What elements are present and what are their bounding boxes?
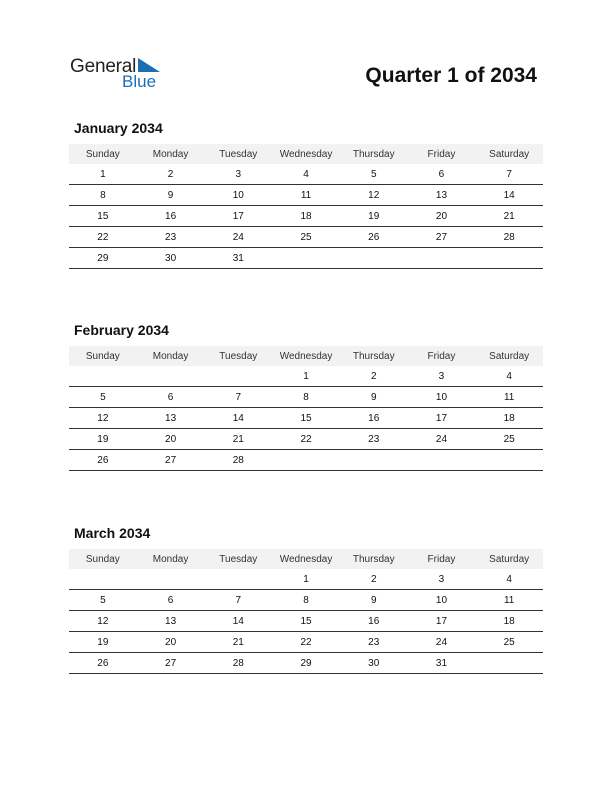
day-cell: 15	[300, 615, 312, 627]
weekday-header: Monday	[152, 553, 189, 565]
day-cell: 4	[506, 573, 512, 585]
day-cell: 5	[370, 168, 377, 180]
day-cell: 12	[97, 615, 109, 627]
day-cell: 12	[97, 412, 109, 424]
weekday-header: Wednesday	[279, 553, 333, 565]
day-cell: 30	[368, 657, 380, 669]
day-cell: 25	[503, 433, 515, 445]
weekday-header: Saturday	[489, 148, 530, 160]
day-cell: 20	[165, 433, 177, 445]
day-cell: 23	[368, 636, 380, 648]
day-cell: 10	[435, 594, 448, 606]
day-cell: 20	[435, 210, 448, 222]
weekday-header: Wednesday	[279, 148, 333, 160]
day-cell: 18	[503, 615, 515, 627]
month-calendar	[69, 525, 543, 674]
day-cell: 22	[300, 636, 312, 648]
week-row	[69, 206, 543, 227]
weekday-header: Saturday	[489, 553, 530, 565]
weekday-header: Wednesday	[279, 350, 333, 362]
weekday-header: Tuesday	[219, 350, 258, 362]
day-cell: 20	[165, 636, 177, 648]
week-row	[69, 366, 543, 387]
day-cell: 7	[235, 594, 242, 606]
day-cell: 19	[97, 636, 109, 648]
day-cell: 3	[235, 168, 242, 180]
day-cell: 13	[165, 615, 177, 627]
weekday-header: Tuesday	[219, 553, 258, 565]
weekday-header-row	[69, 549, 543, 569]
week-row	[69, 227, 543, 248]
day-cell: 27	[165, 657, 177, 669]
day-cell: 7	[506, 168, 512, 180]
weekday-header: Thursday	[352, 148, 395, 160]
day-cell: 24	[435, 433, 448, 445]
day-cell: 2	[167, 168, 174, 180]
day-cell: 6	[438, 168, 445, 180]
day-cell: 10	[435, 391, 448, 403]
day-cell: 23	[165, 231, 177, 243]
day-cell: 29	[300, 657, 312, 669]
day-cell: 8	[303, 391, 309, 403]
week-row	[69, 590, 543, 611]
day-cell: 7	[235, 391, 242, 403]
day-cell: 21	[232, 433, 244, 445]
day-cell: 26	[368, 231, 380, 243]
day-cell: 1	[100, 168, 106, 180]
day-cell: 4	[506, 370, 512, 382]
day-cell: 3	[438, 370, 445, 382]
day-cell: 22	[97, 231, 109, 243]
weekday-header: Friday	[427, 148, 456, 160]
day-cell: 4	[303, 168, 309, 180]
weekday-header: Thursday	[352, 553, 395, 565]
day-cell: 31	[435, 657, 448, 669]
week-row	[69, 611, 543, 632]
day-cell: 24	[435, 636, 448, 648]
day-cell: 31	[232, 252, 244, 264]
day-cell: 5	[100, 391, 106, 403]
weekday-header: Sunday	[85, 350, 120, 362]
day-cell: 16	[368, 615, 380, 627]
day-cell: 3	[438, 573, 445, 585]
day-cell: 6	[167, 391, 174, 403]
day-cell: 16	[368, 412, 380, 424]
logo-text-blue: Blue	[122, 72, 157, 91]
day-cell: 14	[503, 189, 515, 201]
month-title: February 2034	[74, 322, 169, 338]
week-row	[69, 408, 543, 429]
day-cell: 6	[167, 594, 174, 606]
week-row	[69, 248, 543, 269]
day-cell: 23	[368, 433, 380, 445]
week-row	[69, 450, 543, 471]
day-cell: 13	[435, 189, 448, 201]
week-row	[69, 632, 543, 653]
weekday-header-row	[69, 346, 543, 366]
weekday-header-row	[69, 144, 543, 164]
day-cell: 2	[370, 370, 377, 382]
day-cell: 11	[300, 189, 312, 201]
month-title: January 2034	[74, 120, 163, 136]
week-row	[69, 185, 543, 206]
month-calendar	[69, 322, 543, 471]
day-cell: 17	[435, 615, 448, 627]
month-title: March 2034	[74, 525, 151, 541]
weekday-header: Monday	[152, 350, 189, 362]
weekday-header: Saturday	[489, 350, 530, 362]
day-cell: 28	[232, 657, 244, 669]
day-cell: 14	[232, 412, 244, 424]
weekday-header: Sunday	[85, 148, 120, 160]
weekday-header: Thursday	[352, 350, 395, 362]
month-calendar	[69, 120, 543, 269]
week-row	[69, 164, 543, 185]
weekday-header: Tuesday	[219, 148, 258, 160]
day-cell: 9	[370, 391, 377, 403]
day-cell: 17	[232, 210, 244, 222]
day-cell: 8	[100, 189, 106, 201]
day-cell: 17	[435, 412, 448, 424]
day-cell: 27	[435, 231, 448, 243]
day-cell: 11	[503, 391, 515, 403]
week-row	[69, 569, 543, 590]
day-cell: 21	[503, 210, 515, 222]
weekday-header: Friday	[427, 553, 456, 565]
day-cell: 19	[368, 210, 380, 222]
day-cell: 24	[232, 231, 244, 243]
day-cell: 16	[165, 210, 177, 222]
day-cell: 2	[370, 573, 377, 585]
week-row	[69, 429, 543, 450]
day-cell: 22	[300, 433, 312, 445]
day-cell: 25	[300, 231, 312, 243]
day-cell: 1	[303, 573, 309, 585]
generalblue-logo	[70, 55, 180, 95]
day-cell: 27	[165, 454, 177, 466]
day-cell: 25	[503, 636, 515, 648]
day-cell: 26	[97, 454, 109, 466]
day-cell: 19	[97, 433, 109, 445]
day-cell: 18	[503, 412, 515, 424]
weekday-header: Friday	[427, 350, 456, 362]
day-cell: 11	[503, 594, 515, 606]
week-row	[69, 653, 543, 674]
day-cell: 28	[503, 231, 515, 243]
day-cell: 26	[97, 657, 109, 669]
day-cell: 18	[300, 210, 312, 222]
day-cell: 12	[368, 189, 380, 201]
day-cell: 30	[165, 252, 177, 264]
day-cell: 28	[232, 454, 244, 466]
day-cell: 14	[232, 615, 244, 627]
day-cell: 15	[97, 210, 109, 222]
day-cell: 9	[370, 594, 377, 606]
day-cell: 8	[303, 594, 309, 606]
day-cell: 15	[300, 412, 312, 424]
day-cell: 1	[303, 370, 309, 382]
day-cell: 21	[232, 636, 244, 648]
day-cell: 29	[97, 252, 109, 264]
day-cell: 13	[165, 412, 177, 424]
week-row	[69, 387, 543, 408]
day-cell: 10	[232, 189, 244, 201]
weekday-header: Monday	[152, 148, 189, 160]
day-cell: 9	[167, 189, 174, 201]
weekday-header: Sunday	[85, 553, 120, 565]
page-title: Quarter 1 of 2034	[365, 64, 537, 87]
logo-text-general: General	[70, 56, 137, 77]
day-cell: 5	[100, 594, 106, 606]
